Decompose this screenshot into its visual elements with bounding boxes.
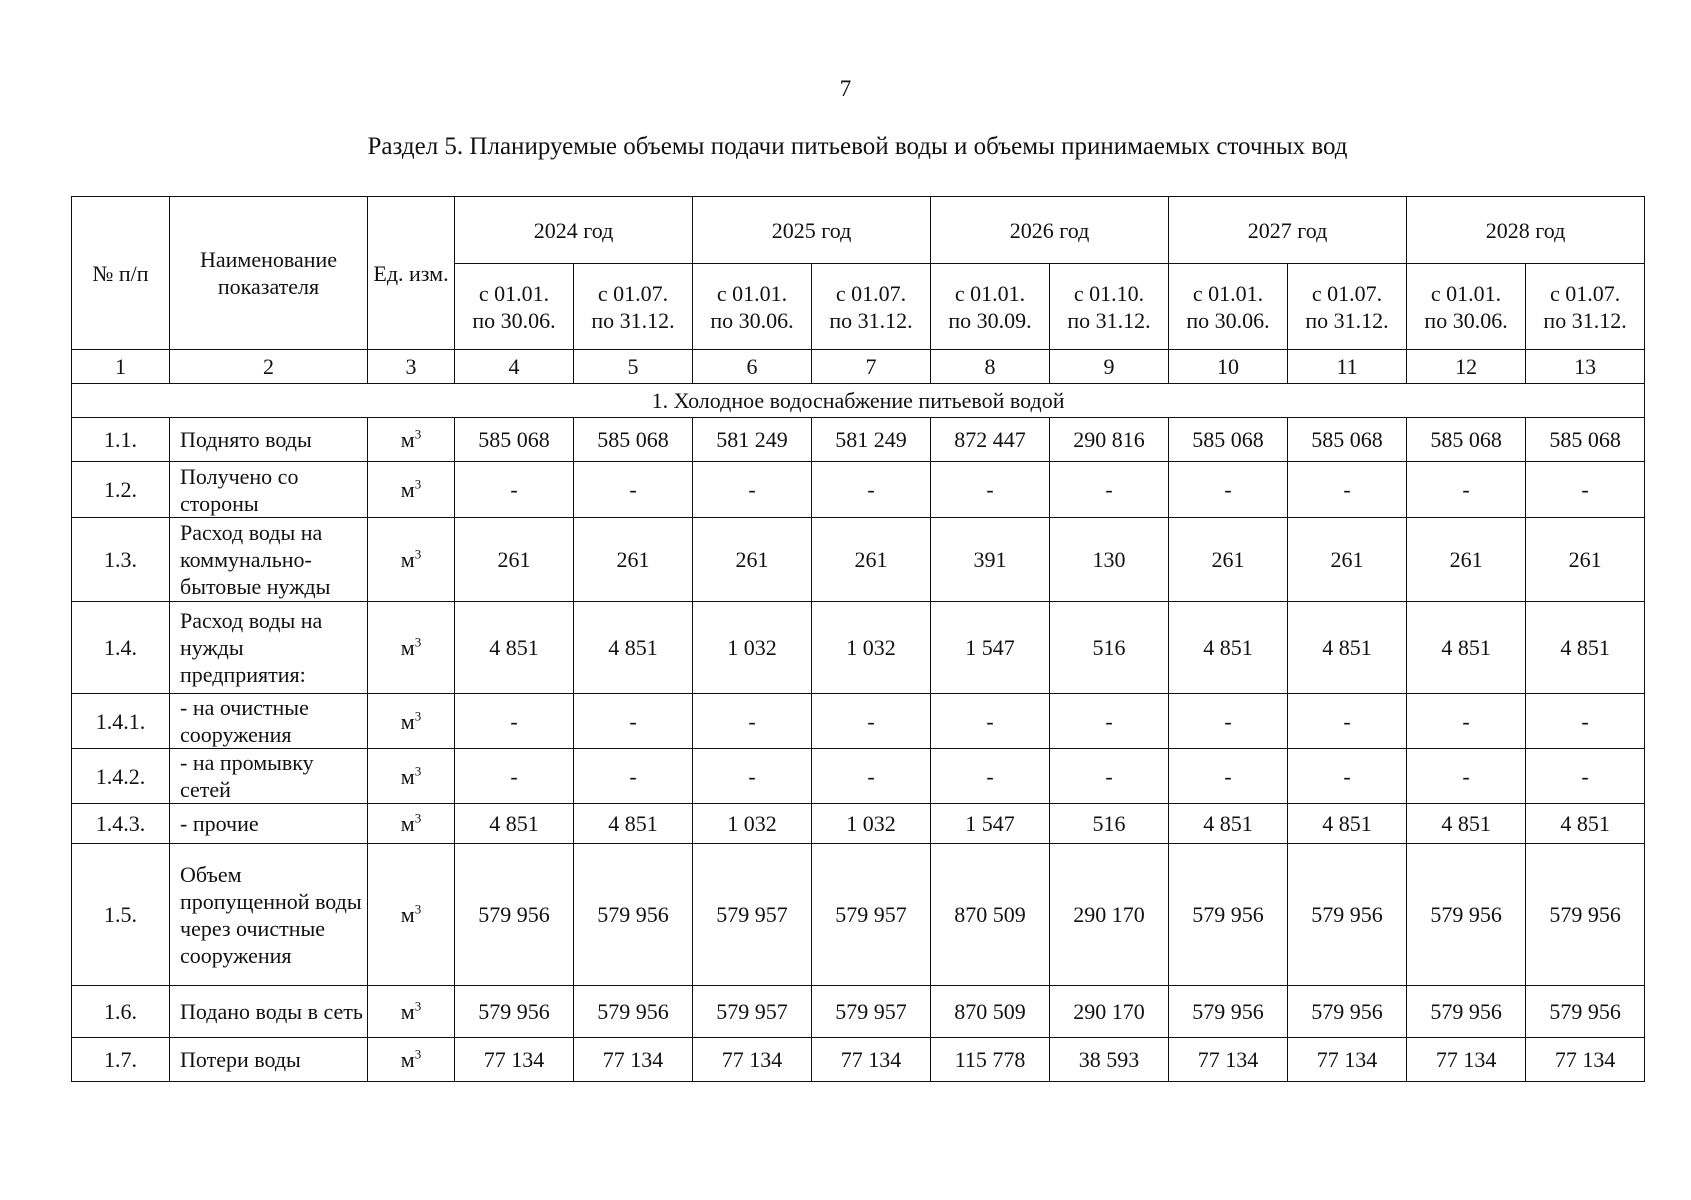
unit-cell [368,694,455,749]
column-index: 12 [1407,350,1526,384]
value-cell: 4 851 [1526,804,1645,844]
value-cell: - [1050,694,1169,749]
period-end: по 30.06. [472,307,556,333]
value-cell: 290 170 [1050,844,1169,986]
table-row [72,694,1645,749]
value-cell: - [574,462,693,518]
header-unit: Ед. изм. [368,197,455,350]
indicator-name: - на промывку сетей [170,749,368,804]
value-cell: - [1407,462,1526,518]
header-period [1288,264,1407,350]
value-cell: 516 [1050,602,1169,694]
value-cell: 77 134 [1288,1038,1407,1082]
value-cell: - [455,749,574,804]
value-cell: - [1288,749,1407,804]
table-row [72,749,1645,804]
period-end: по 31.12. [591,307,675,333]
value-cell: 585 068 [455,418,574,462]
header-year: 2027 год [1169,197,1407,264]
unit-cell [368,1038,455,1082]
period-start: с 01.07. [1311,280,1383,306]
period-end: по 30.06. [1186,307,1270,333]
header-row-years [72,197,1645,264]
row-number: 1.1. [72,418,170,462]
unit-base: м [400,477,415,502]
unit-cell [368,804,455,844]
value-cell: 585 068 [1169,418,1288,462]
unit-cell [368,749,455,804]
value-cell: 77 134 [455,1038,574,1082]
period-end: по 31.12. [1305,307,1389,333]
value-cell: 261 [574,518,693,602]
value-cell: 115 778 [931,1038,1050,1082]
section-title-heading: Раздел 5. Планируемые объемы подачи питьевой воды и объемы принимаемых сточных вод [367,133,1348,160]
row-number: 1.7. [72,1038,170,1082]
header-period [1407,264,1526,350]
value-cell: 4 851 [1407,804,1526,844]
unit-exponent: 3 [414,998,422,1014]
header-period [812,264,931,350]
column-index: 1 [72,350,170,384]
column-index: 2 [170,350,368,384]
header-period [1050,264,1169,350]
column-index: 9 [1050,350,1169,384]
value-cell: 38 593 [1050,1038,1169,1082]
header-year: 2025 год [693,197,931,264]
unit-exponent: 3 [414,901,422,917]
header-num: № п/п [72,197,170,350]
header-row-indices [72,350,1645,384]
table-row [72,518,1645,602]
value-cell: 4 851 [574,602,693,694]
value-cell: 290 816 [1050,418,1169,462]
unit-base: м [400,763,415,789]
section-heading: 1. Холодное водоснабжение питьевой водой [72,384,1645,418]
header-year: 2028 год [1407,197,1645,264]
value-cell: 1 032 [812,602,931,694]
value-cell: 579 957 [693,986,812,1038]
unit-cell [368,986,455,1038]
table-row [72,462,1645,518]
period-start: с 01.01. [478,280,550,306]
indicator-name: - прочие [170,804,368,844]
value-cell: - [1407,749,1526,804]
unit-base: м [400,635,415,660]
value-cell: 77 134 [574,1038,693,1082]
period-end: по 31.12. [1543,307,1627,333]
value-cell: 1 032 [693,804,812,844]
header-period [931,264,1050,350]
value-cell: 290 170 [1050,986,1169,1038]
table-row [72,844,1645,986]
value-cell: 77 134 [693,1038,812,1082]
table-row [72,602,1645,694]
value-cell: - [1526,694,1645,749]
header-name: Наименование показателя [170,197,368,350]
value-cell: 579 956 [1407,986,1526,1038]
value-cell: 130 [1050,518,1169,602]
value-cell: 870 509 [931,986,1050,1038]
value-cell: 4 851 [1169,602,1288,694]
row-number: 1.5. [72,844,170,986]
unit-exponent: 3 [414,810,422,826]
indicator-name: Расход воды на нужды предприятия: [170,602,368,694]
section-row [72,384,1645,418]
value-cell: 581 249 [812,418,931,462]
period-start: с 01.01. [1192,280,1264,306]
value-cell: - [574,694,693,749]
value-cell: 261 [812,518,931,602]
value-cell: - [1050,462,1169,518]
unit-cell [368,462,455,518]
value-cell: - [693,749,812,804]
period-start: с 01.07. [835,280,907,306]
unit-base: м [400,427,415,452]
value-cell: - [1169,749,1288,804]
value-cell: 585 068 [1288,418,1407,462]
value-cell: - [1050,749,1169,804]
indicator-name: Поднято воды [170,418,368,462]
value-cell: 4 851 [1407,602,1526,694]
period-start: с 01.01. [1430,280,1502,306]
period-end: по 30.09. [948,307,1032,333]
indicator-name: Потери воды [170,1038,368,1082]
indicator-name: Получено со стороны [170,462,368,518]
value-cell: - [574,749,693,804]
period-start: с 01.07. [597,280,669,306]
value-cell: 516 [1050,804,1169,844]
unit-cell [368,418,455,462]
column-index: 10 [1169,350,1288,384]
row-number: 1.2. [72,462,170,518]
unit-cell [368,518,455,602]
period-end: по 31.12. [1067,307,1151,333]
header-period [693,264,812,350]
table-row [72,418,1645,462]
indicator-name: Подано воды в сеть [170,986,368,1038]
value-cell: 1 032 [812,804,931,844]
value-cell: 585 068 [1407,418,1526,462]
unit-exponent: 3 [414,546,422,562]
value-cell: 1 547 [931,602,1050,694]
period-end: по 30.06. [1424,307,1508,333]
column-index: 6 [693,350,812,384]
value-cell: 77 134 [1407,1038,1526,1082]
unit-base: м [400,547,415,572]
value-cell: 261 [1169,518,1288,602]
table-row [72,804,1645,844]
header-year: 2026 год [931,197,1169,264]
row-number: 1.4.1. [72,694,170,749]
value-cell: 579 956 [1526,986,1645,1038]
value-cell: 585 068 [574,418,693,462]
header-period [1169,264,1288,350]
value-cell: 579 956 [1407,844,1526,986]
unit-exponent: 3 [414,708,422,724]
value-cell: 870 509 [931,844,1050,986]
value-cell: 585 068 [1526,418,1645,462]
value-cell: - [1169,462,1288,518]
header-period [1526,264,1645,350]
value-cell: - [931,462,1050,518]
unit-exponent: 3 [414,763,422,779]
value-cell: 4 851 [1288,804,1407,844]
value-cell: 579 956 [1169,844,1288,986]
value-cell: - [693,694,812,749]
column-index: 3 [368,350,455,384]
value-cell: 579 956 [455,844,574,986]
value-cell: 581 249 [693,418,812,462]
period-start: с 01.10. [1073,280,1145,306]
value-cell: 1 032 [693,602,812,694]
value-cell: - [812,694,931,749]
value-cell: 4 851 [574,804,693,844]
column-index: 13 [1526,350,1645,384]
value-cell: 77 134 [812,1038,931,1082]
period-end: по 31.12. [829,307,913,333]
value-cell: 579 957 [812,844,931,986]
value-cell: 4 851 [1526,602,1645,694]
value-cell: - [1526,462,1645,518]
table-row [72,1038,1645,1082]
value-cell: - [931,749,1050,804]
value-cell: 261 [693,518,812,602]
unit-base: м [400,902,415,927]
value-cell: 872 447 [931,418,1050,462]
value-cell: 261 [1288,518,1407,602]
value-cell: - [1407,694,1526,749]
unit-exponent: 3 [414,426,422,442]
value-cell: 261 [455,518,574,602]
value-cell: - [455,462,574,518]
row-number: 1.4.3. [72,804,170,844]
value-cell: 4 851 [1169,804,1288,844]
column-index: 4 [455,350,574,384]
value-cell: 391 [931,518,1050,602]
column-index: 8 [931,350,1050,384]
value-cell: - [1288,694,1407,749]
value-cell: 579 956 [1169,986,1288,1038]
page-number: 7 [839,76,852,101]
value-cell: - [693,462,812,518]
value-cell: 579 957 [812,986,931,1038]
value-cell: - [455,694,574,749]
value-cell: 579 956 [574,844,693,986]
unit-base: м [400,999,415,1024]
value-cell: 579 956 [455,986,574,1038]
value-cell: 4 851 [1288,602,1407,694]
unit-base: м [400,708,415,734]
period-start: с 01.01. [954,280,1026,306]
value-cell: - [1526,749,1645,804]
value-cell: 4 851 [455,804,574,844]
value-cell: 261 [1526,518,1645,602]
unit-exponent: 3 [414,476,422,492]
value-cell: 1 547 [931,804,1050,844]
period-end: по 30.06. [710,307,794,333]
period-start: с 01.01. [716,280,788,306]
value-cell: - [1169,694,1288,749]
row-number: 1.3. [72,518,170,602]
column-index: 11 [1288,350,1407,384]
value-cell: 579 957 [693,844,812,986]
indicator-name: Расход воды на коммунально-бытовые нужды [170,518,368,602]
indicator-name: - на очистные сооружения [170,694,368,749]
value-cell: 261 [1407,518,1526,602]
value-cell: - [1288,462,1407,518]
value-cell: 4 851 [455,602,574,694]
indicator-name: Объем пропущенной воды через очистные сооружения [170,844,368,986]
row-number: 1.4.2. [72,749,170,804]
value-cell: - [931,694,1050,749]
unit-cell [368,844,455,986]
header-year: 2024 год [455,197,693,264]
value-cell: 579 956 [1288,986,1407,1038]
value-cell: - [812,462,931,518]
table-row [72,986,1645,1038]
value-cell: 77 134 [1526,1038,1645,1082]
unit-base: м [400,1047,415,1072]
header-period [574,264,693,350]
value-cell: 77 134 [1169,1038,1288,1082]
row-number: 1.4. [72,602,170,694]
value-cell: 579 956 [1288,844,1407,986]
value-cell: - [812,749,931,804]
header-period [455,264,574,350]
unit-base: м [400,811,415,836]
column-index: 7 [812,350,931,384]
unit-cell [368,602,455,694]
row-number: 1.6. [72,986,170,1038]
unit-exponent: 3 [414,634,422,650]
value-cell: 579 956 [574,986,693,1038]
water-volumes-table [71,196,1645,1082]
period-start: с 01.07. [1549,280,1621,306]
column-index: 5 [574,350,693,384]
value-cell: 579 956 [1526,844,1645,986]
unit-exponent: 3 [414,1046,422,1062]
